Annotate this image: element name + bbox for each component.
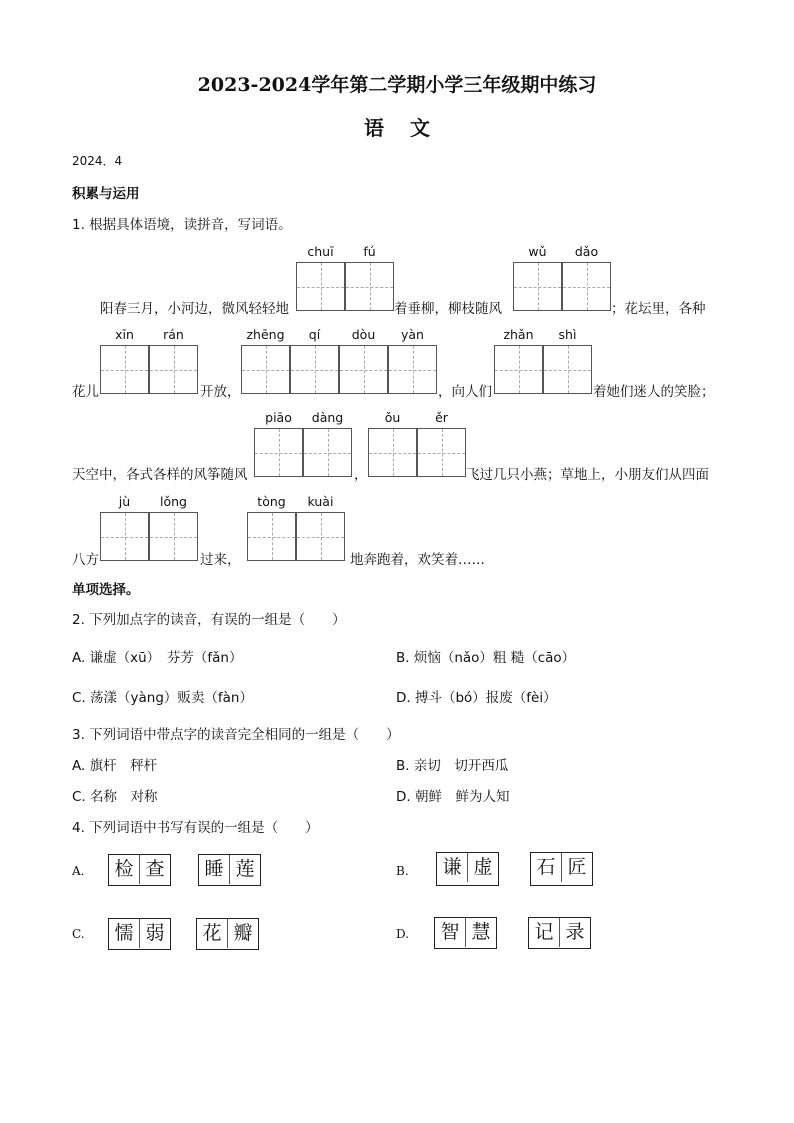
word-char: 查 <box>139 855 170 884</box>
word-char: 录 <box>559 918 590 947</box>
word-char: 记 <box>534 921 554 943</box>
q4-option-b-label[interactable]: B. <box>396 864 409 878</box>
section-heading-choice: 单项选择。 <box>72 582 140 598</box>
writing-grid-cell[interactable] <box>254 428 303 477</box>
pinyin-label: xīn <box>115 327 134 342</box>
q4-option-a-word-2 <box>198 854 261 886</box>
writing-grid-cell[interactable] <box>296 262 345 311</box>
word-char: 匠 <box>561 853 592 882</box>
writing-grid-cell[interactable] <box>388 345 437 394</box>
q2-option-d[interactable]: D. 搏斗（bó）报废（fèi） <box>396 690 557 706</box>
writing-grid-cell[interactable] <box>562 262 611 311</box>
subject-title: 语文 <box>364 116 456 140</box>
q4-option-b-word-1 <box>436 852 499 886</box>
passage-text: 飞过几只小燕；草地上，小朋友们从四面 <box>466 467 709 483</box>
question-3-stem: 3. 下列词语中带点字的读音完全相同的一组是（ ） <box>72 727 400 743</box>
writing-grid-cell[interactable] <box>494 345 543 394</box>
q2-option-c[interactable]: C. 荡漾（yàng）贩卖（fàn） <box>72 690 253 706</box>
word-char: 睡 <box>204 858 224 880</box>
writing-grid-cell[interactable] <box>513 262 562 311</box>
writing-grid-cell[interactable] <box>100 512 149 561</box>
q2-option-a[interactable]: A. 谦虚（xū） 芬芳（fǎn） <box>72 650 243 666</box>
pinyin-label: wǔ <box>528 244 547 259</box>
pinyin-label: dàng <box>311 410 344 425</box>
question-1-stem: 1. 根据具体语境，读拼音，写词语。 <box>72 217 292 233</box>
q4-option-b-word-2 <box>530 852 593 886</box>
pinyin-label: dǎo <box>574 244 599 259</box>
pinyin-label: qí <box>308 327 321 342</box>
writing-grid-cell[interactable] <box>241 345 290 394</box>
q2-option-b[interactable]: B. 烦恼（nǎo）粗 糙（cāo） <box>396 650 576 666</box>
passage-text: ，向人们 <box>438 384 492 400</box>
writing-grid-cell[interactable] <box>296 512 345 561</box>
word-char: 懦 <box>114 922 134 944</box>
pinyin-label: zhēng <box>246 327 285 342</box>
pinyin-label: fú <box>363 244 376 259</box>
pinyin-label: piāo <box>265 410 292 425</box>
passage-text: ， <box>354 467 368 483</box>
question-2-stem: 2. 下列加点字的读音，有误的一组是（ ） <box>72 612 346 628</box>
passage-text: 阳春三月，小河边，微风轻轻地 <box>100 301 289 317</box>
pinyin-label: zhǎn <box>503 327 534 342</box>
word-char: 检 <box>114 858 134 880</box>
q4-option-d-word-2 <box>528 917 591 949</box>
passage-text: 着垂柳，柳枝随风 <box>394 301 502 317</box>
pinyin-label: dòu <box>351 327 376 342</box>
word-char: 瓣 <box>227 919 258 948</box>
writing-grid-cell[interactable] <box>100 345 149 394</box>
q3-option-a[interactable]: A. 旗杆 秤杆 <box>72 758 158 774</box>
q4-option-c-label[interactable]: C. <box>72 927 85 941</box>
writing-grid-cell[interactable] <box>303 428 352 477</box>
pinyin-label: jù <box>118 494 131 509</box>
writing-grid-cell[interactable] <box>339 345 388 394</box>
passage-text: 开放， <box>200 384 241 400</box>
q4-option-c-word-2 <box>196 918 259 950</box>
pinyin-label: rán <box>163 327 184 342</box>
writing-grid-cell[interactable] <box>290 345 339 394</box>
pinyin-label: chuī <box>307 244 334 259</box>
word-char: 莲 <box>229 855 260 884</box>
word-char: 花 <box>202 922 222 944</box>
pinyin-label: shì <box>558 327 577 342</box>
pinyin-label: lǒng <box>160 494 187 509</box>
passage-text: 天空中，各式各样的风筝随风 <box>72 467 248 483</box>
q3-option-b[interactable]: B. 亲切 切开西瓜 <box>396 758 509 774</box>
word-char: 慧 <box>465 918 496 947</box>
writing-grid-cell[interactable] <box>149 345 198 394</box>
writing-grid-cell[interactable] <box>543 345 592 394</box>
q3-option-d[interactable]: D. 朝鲜 鲜为人知 <box>396 789 510 805</box>
q4-option-c-word-1 <box>108 918 171 950</box>
q4-option-a-word-1 <box>108 854 171 886</box>
pinyin-label: ěr <box>435 410 448 425</box>
passage-text: 着她们迷人的笑脸； <box>593 384 715 400</box>
writing-grid-cell[interactable] <box>368 428 417 477</box>
word-char: 石 <box>536 856 556 878</box>
pinyin-label: tòng <box>257 494 286 509</box>
writing-grid-cell[interactable] <box>345 262 394 311</box>
question-4-stem: 4. 下列词语中书写有误的一组是（ ） <box>72 820 319 836</box>
word-char: 弱 <box>139 919 170 948</box>
passage-text: ；花坛里，各种 <box>611 301 706 317</box>
section-heading-accumulation: 积累与运用 <box>72 186 140 202</box>
q4-option-d-label[interactable]: D. <box>396 927 410 941</box>
writing-grid-cell[interactable] <box>149 512 198 561</box>
page-title: 2023-2024学年第二学期小学三年级期中练习 <box>197 74 597 96</box>
q4-option-a-label[interactable]: A. <box>72 864 85 878</box>
q3-option-c[interactable]: C. 名称 对称 <box>72 789 158 805</box>
word-char: 智 <box>440 921 460 943</box>
pinyin-label: ǒu <box>384 410 401 425</box>
pinyin-label: yàn <box>401 327 424 342</box>
passage-text: 八方 <box>72 552 99 568</box>
word-char: 谦 <box>442 856 462 878</box>
passage-text: 过来， <box>200 552 241 568</box>
writing-grid-cell[interactable] <box>417 428 466 477</box>
q4-option-d-word-1 <box>434 917 497 949</box>
word-char: 虚 <box>467 853 498 882</box>
writing-grid-cell[interactable] <box>247 512 296 561</box>
pinyin-label: kuài <box>307 494 334 509</box>
passage-text: 地奔跑着，欢笑着…… <box>350 552 485 568</box>
exam-date: 2024．4 <box>72 154 123 168</box>
passage-text: 花儿 <box>72 384 99 400</box>
